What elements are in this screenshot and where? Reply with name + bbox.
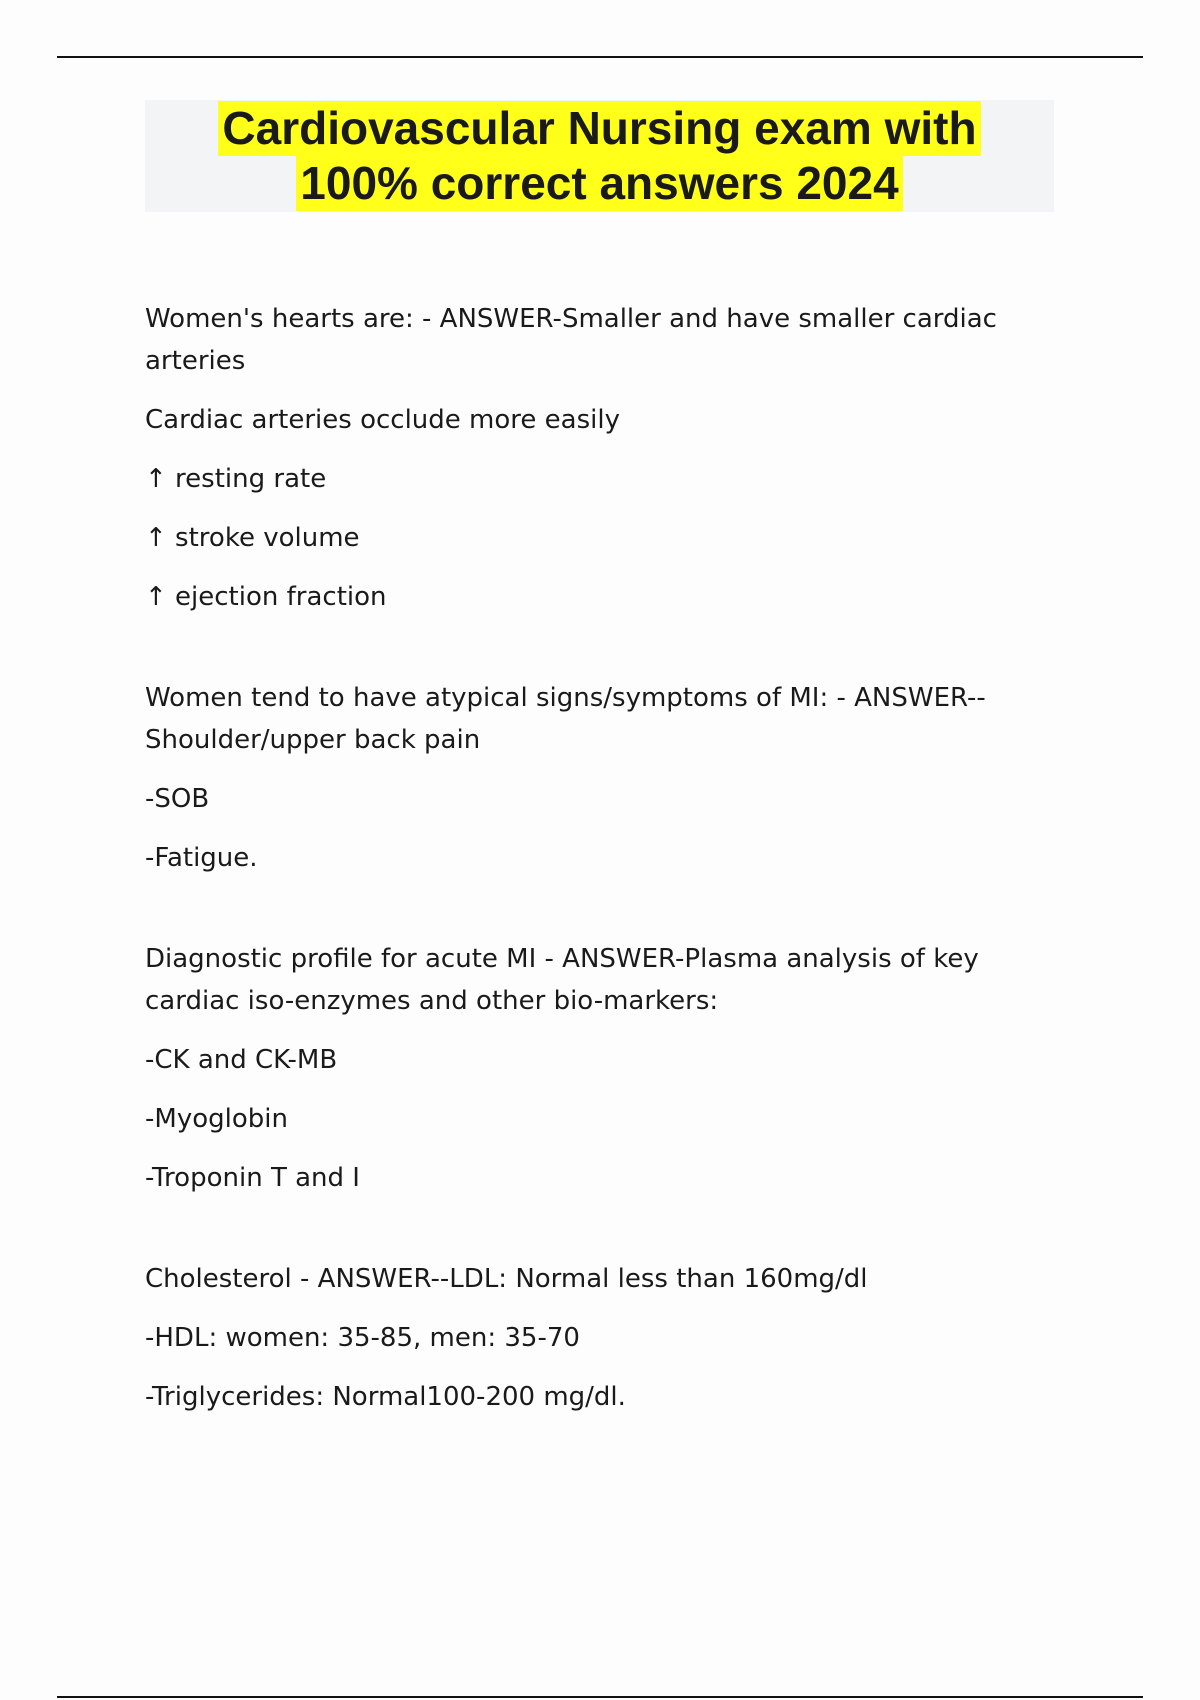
document-body — [145, 298, 1045, 1435]
document-title — [218, 101, 980, 211]
qa-detail: -Triglycerides: Normal100-200 mg/dl. — [145, 1382, 626, 1412]
qa-detail: -CK and CK-MB — [145, 1045, 338, 1075]
title-line-1: Cardiovascular Nursing exam with — [218, 101, 980, 156]
document-title-box — [145, 100, 1054, 212]
qa-question: Diagnostic profile for acute MI - ANSWER-Plasma analysis of key cardiac iso-enzymes and other bio-markers: — [145, 944, 979, 1016]
bottom-divider — [57, 1696, 1143, 1698]
qa-detail: -HDL: women: 35-85, men: 35-70 — [145, 1323, 580, 1353]
qa-question: Women's hearts are: - ANSWER-Smaller and have smaller cardiac arteries — [145, 304, 997, 376]
qa-question: Women tend to have atypical signs/symptoms of MI: - ANSWER--Shoulder/upper back pain — [145, 683, 986, 755]
qa-detail: -SOB — [145, 784, 210, 814]
title-line-2: 100% correct answers 2024 — [296, 156, 902, 211]
qa-detail: ↑ stroke volume — [145, 523, 360, 553]
top-divider — [57, 56, 1143, 58]
qa-item-womens-hearts — [145, 298, 1045, 618]
qa-item-cholesterol — [145, 1258, 1045, 1418]
qa-detail: Cardiac arteries occlude more easily — [145, 405, 620, 435]
qa-detail: -Fatigue. — [145, 843, 258, 873]
qa-detail: ↑ ejection fraction — [145, 582, 387, 612]
qa-question: Cholesterol - ANSWER--LDL: Normal less than 160mg/dl — [145, 1264, 868, 1294]
qa-item-atypical-symptoms — [145, 677, 1045, 879]
qa-detail: -Troponin T and I — [145, 1163, 360, 1193]
qa-detail: ↑ resting rate — [145, 464, 327, 494]
qa-detail: -Myoglobin — [145, 1104, 288, 1134]
qa-item-diagnostic-profile — [145, 938, 1045, 1199]
